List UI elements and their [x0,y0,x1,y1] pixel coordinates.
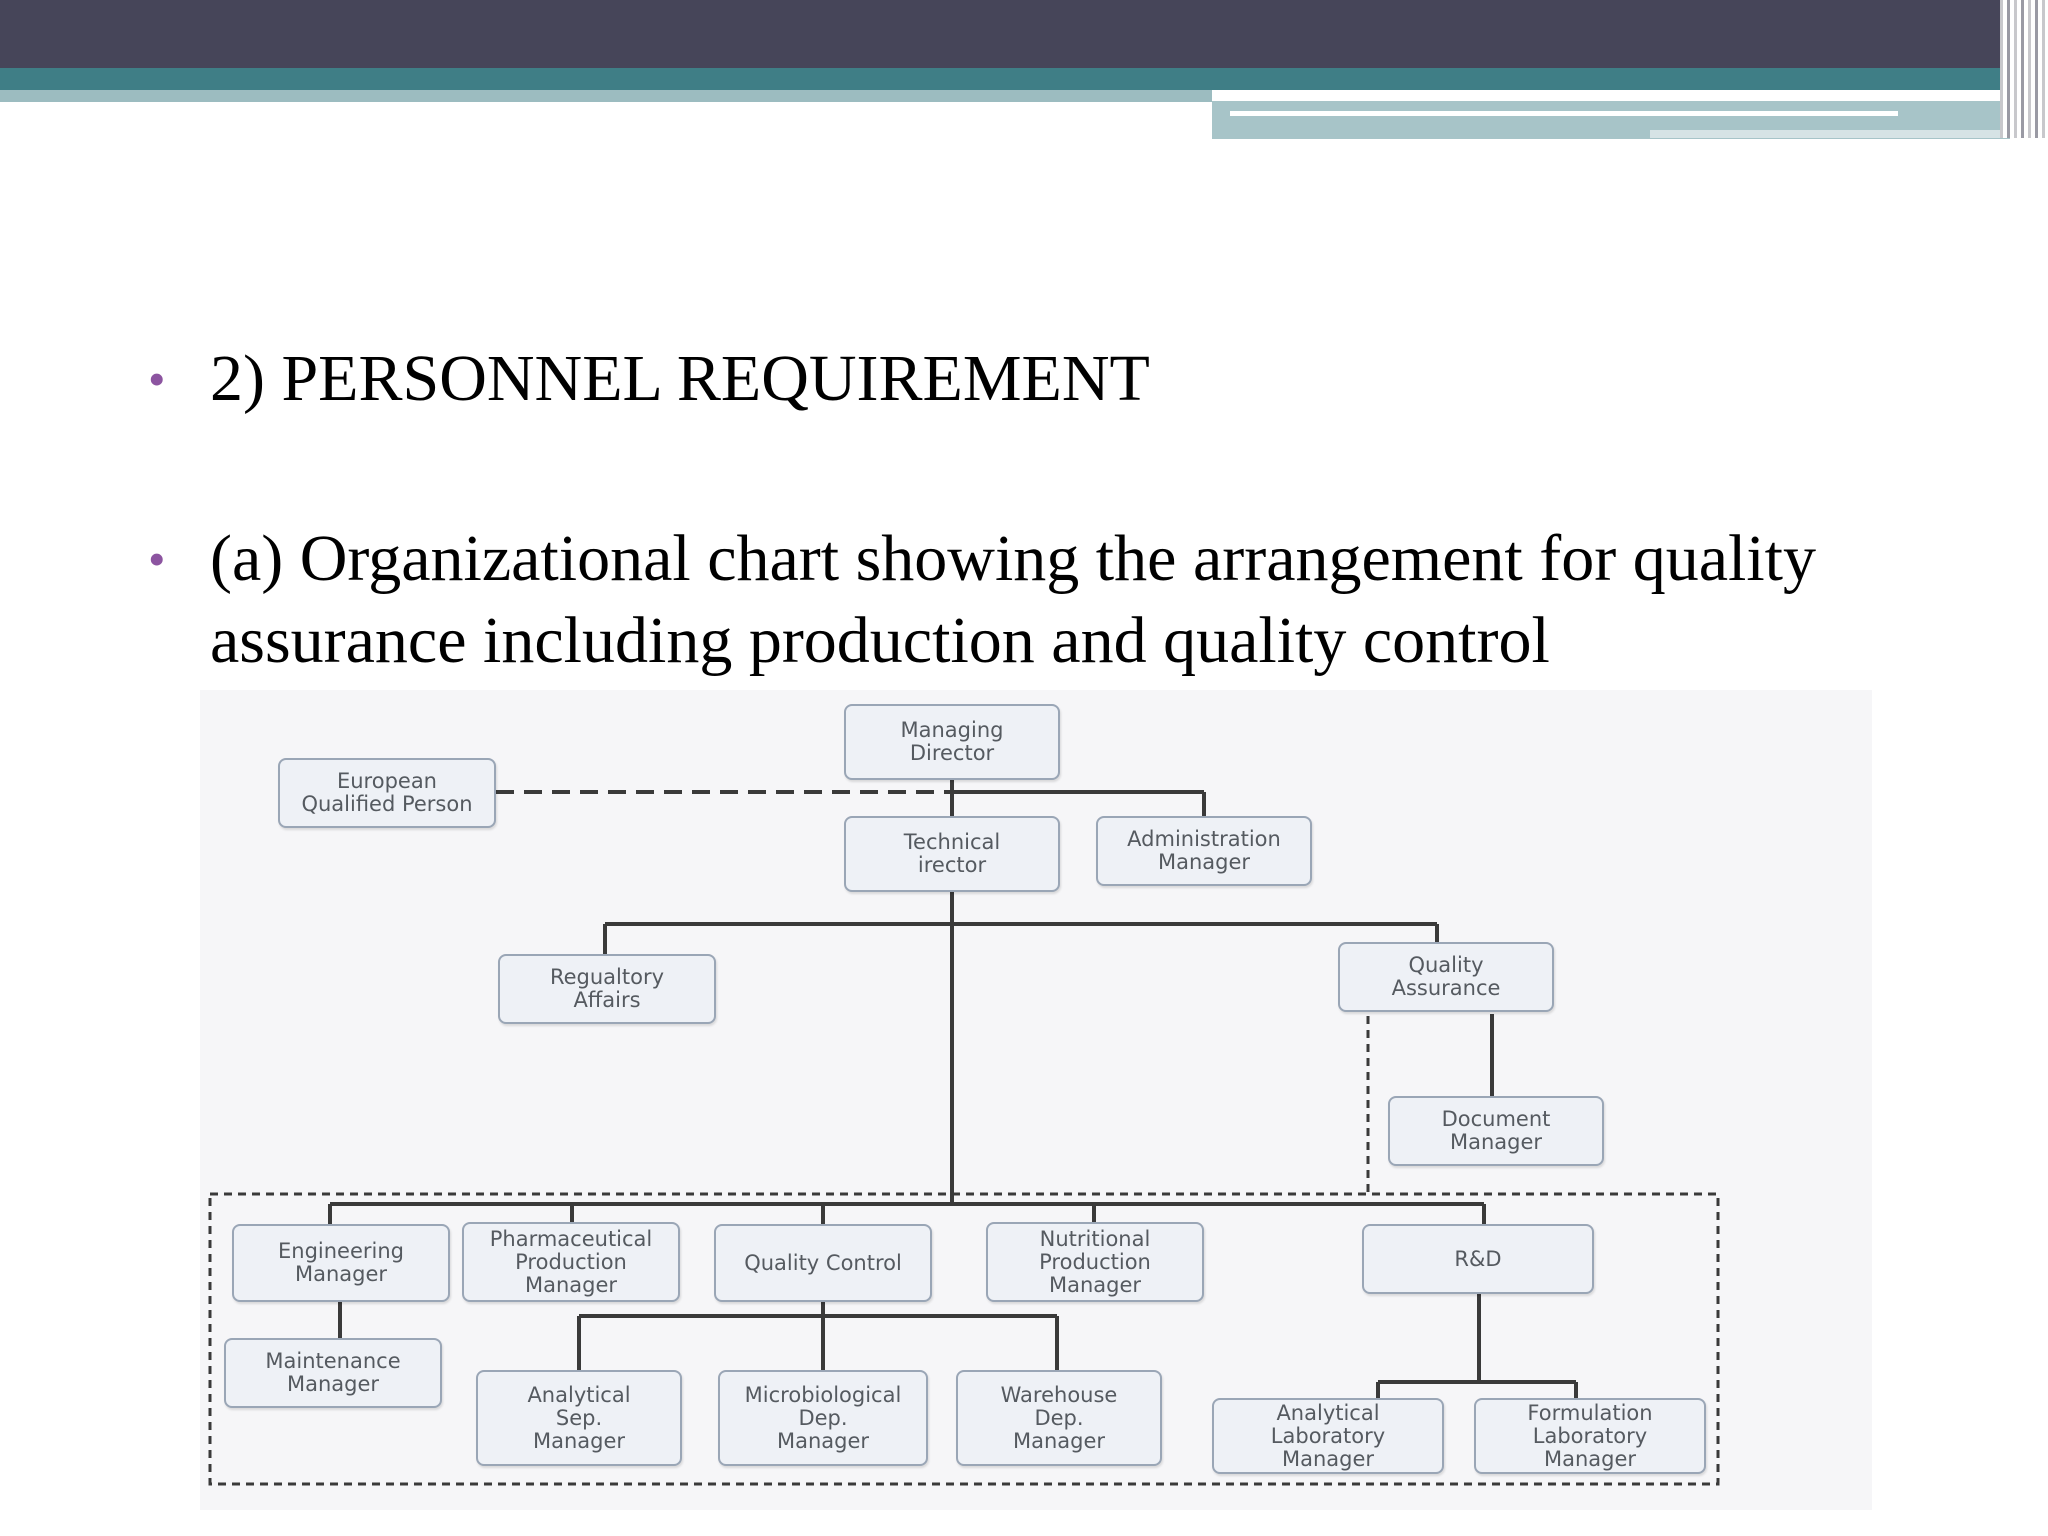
node-quality-control: Quality Control [714,1224,932,1302]
node-quality-assurance: Quality Assurance [1338,942,1554,1012]
node-rnd: R&D [1362,1224,1594,1294]
header-edge-decoration [2000,0,2048,138]
node-administration-manager: Administration Manager [1096,816,1312,886]
bullet-heading: 2) PERSONNEL REQUIREMENT [210,342,1150,415]
header-bar-accent-line [1230,111,1898,116]
header-bar-teal [0,68,2048,90]
header-bar-light [0,90,1212,102]
bullet-icon: • [148,531,166,587]
node-analytical-laboratory-manager: Analytical Laboratory Manager [1212,1398,1444,1474]
node-technical-director: Technical irector [844,816,1060,892]
node-microbiological-dep-manager: Microbiological Dep. Manager [718,1370,928,1466]
bullet-description: (a) Organizational chart showing the arrangement for quality assurance including production and quality control [210,522,1817,677]
node-regulatory-affairs: Regualtory Affairs [498,954,716,1024]
node-warehouse-dep-manager: Warehouse Dep. Manager [956,1370,1162,1466]
node-engineering-manager: Engineering Manager [232,1224,450,1302]
org-chart [200,690,1872,1510]
node-analytical-sep-manager: Analytical Sep. Manager [476,1370,682,1466]
node-maintenance-manager: Maintenance Manager [224,1338,442,1408]
node-nutritional-production-manager: Nutritional Production Manager [986,1222,1204,1302]
bullet-list [142,338,1982,682]
node-formulation-laboratory-manager: Formulation Laboratory Manager [1474,1398,1706,1474]
bullet-item [142,338,1982,420]
bullet-icon: • [148,351,166,407]
header-bar-dark [0,0,2048,68]
bullet-item [142,518,1982,682]
header-bar-accent-step [1650,130,2010,138]
node-document-manager: Document Manager [1388,1096,1604,1166]
node-managing-director: Managing Director [844,704,1060,780]
node-european-qualified-person: European Qualified Person [278,758,496,828]
node-pharmaceutical-production-manager: Pharmaceutical Production Manager [462,1222,680,1302]
